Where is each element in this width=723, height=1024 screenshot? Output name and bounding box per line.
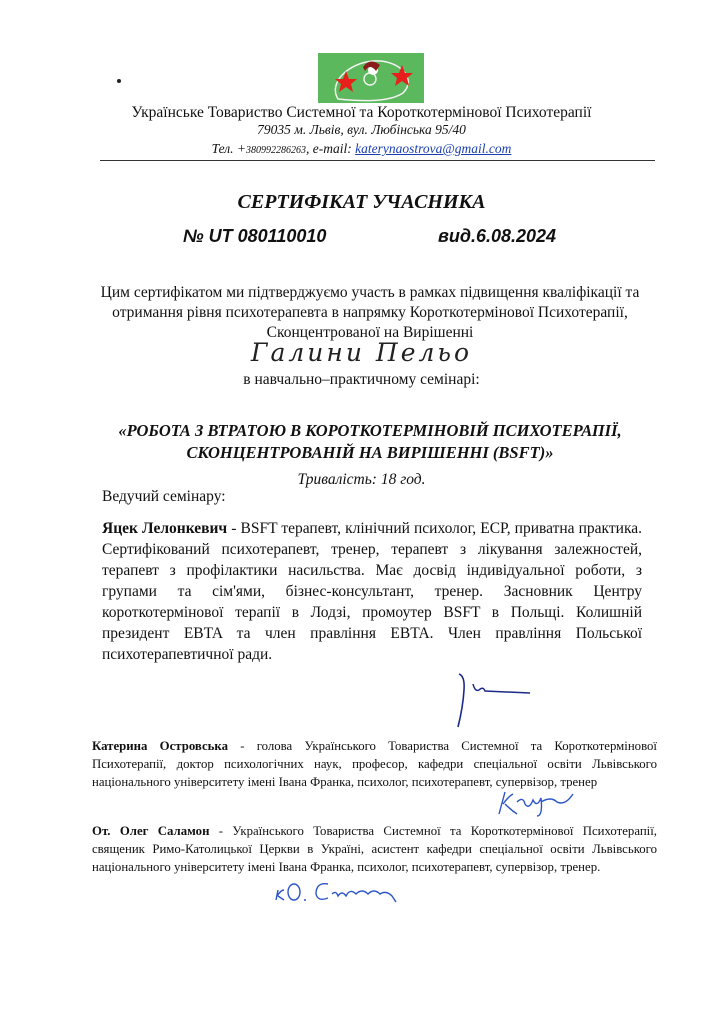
signatory-name: От. Олег Саламон bbox=[92, 824, 210, 838]
signatory-name: Катерина Островська bbox=[92, 739, 229, 753]
scan-speck bbox=[117, 79, 121, 83]
certificate-issue-date: вид.6.08.2024 bbox=[438, 226, 557, 246]
host-bio bbox=[102, 518, 642, 665]
host-bio-text: - BSFT терапевт, клінічний психолог, ЕСР, приватна практика. Сертифікований психотерапевт, тренер, терапевт з лікування залежностей, терапевт з профілактики насильства. Має досвід індивідуальної роботи, з групами та сім'ями, бізнес-консультант, тренер. Засновник Центру короткотермінової терапії в Лодзі, промоутер BSFT в Польщі. Колишній президент EBTA та член правління EBTA. Член правління Польської психотерапевтичної ради. bbox=[102, 520, 642, 663]
signatory-ostrovska bbox=[92, 737, 657, 791]
signatory-salamon bbox=[92, 822, 657, 876]
seminar-title: «РОБОТА З ВТРАТОЮ В КОРОТКОТЕРМІНОВІЙ ПСИХОТЕРАПІЇ, СКОНЦЕНТРОВАНІЙ НА ВИРІШЕННІ (BSFT)» bbox=[118, 421, 622, 462]
email-link[interactable]: katerynaostrova@gmail.com bbox=[355, 141, 512, 156]
host-name: Яцек Лелонкевич bbox=[102, 520, 228, 537]
participant-name-handwritten: Галини Пельо bbox=[250, 338, 473, 367]
ostrovska-signature bbox=[495, 788, 575, 818]
host-label: Ведучий семінару: bbox=[102, 488, 226, 505]
seminar-lead-text: в навчально–практичному семінарі: bbox=[243, 371, 480, 388]
organization-contact bbox=[0, 141, 723, 157]
signatory-bio: - Українського Товариства Системної та Короткотермінової Психотерапії, священик Римо-Католицької Церкви в Україні, асистент кафедри спеціальної освіти Львівського національного університету імені Івана Франка, психолог, психотерапевт, супервізор, тренер. bbox=[92, 824, 657, 874]
organization-name: Українське Товариство Системної та Короткотермінової Психотерапії bbox=[131, 104, 592, 121]
phone-number: 380992286263 bbox=[246, 145, 307, 156]
salamon-signature bbox=[272, 876, 422, 906]
certificate-title: СЕРТИФІКАТ УЧАСНИКА bbox=[237, 191, 486, 213]
seminar-duration: Тривалість: 18 год. bbox=[297, 471, 426, 488]
phone-label: Тел. + bbox=[211, 141, 247, 156]
logo-stars-icon bbox=[318, 53, 424, 103]
certificate-number: № UT 080110010 bbox=[183, 226, 327, 246]
email-label: , e-mail: bbox=[306, 141, 356, 156]
host-signature bbox=[455, 672, 535, 732]
organization-logo bbox=[318, 53, 424, 103]
signatory-bio: - голова Українського Товариства Системної та Короткотермінової Психотерапії, доктор психологічних наук, професор, кафедри спеціальної освіти Львівського національного університету імені Івана Франка, психолог, психотерапевт, супервізор, тренер bbox=[92, 739, 657, 789]
organization-address: 79035 м. Львів, вул. Любінська 95/40 bbox=[257, 122, 466, 137]
certificate-intro: Цим сертифікатом ми підтверджуємо участь в рамках підвищення кваліфікації та отримання рівня психотерапевта в напрямку Короткотермінової Психотерапії, Сконцентрованої на Вирішенні bbox=[100, 284, 640, 341]
header-divider bbox=[100, 160, 655, 161]
